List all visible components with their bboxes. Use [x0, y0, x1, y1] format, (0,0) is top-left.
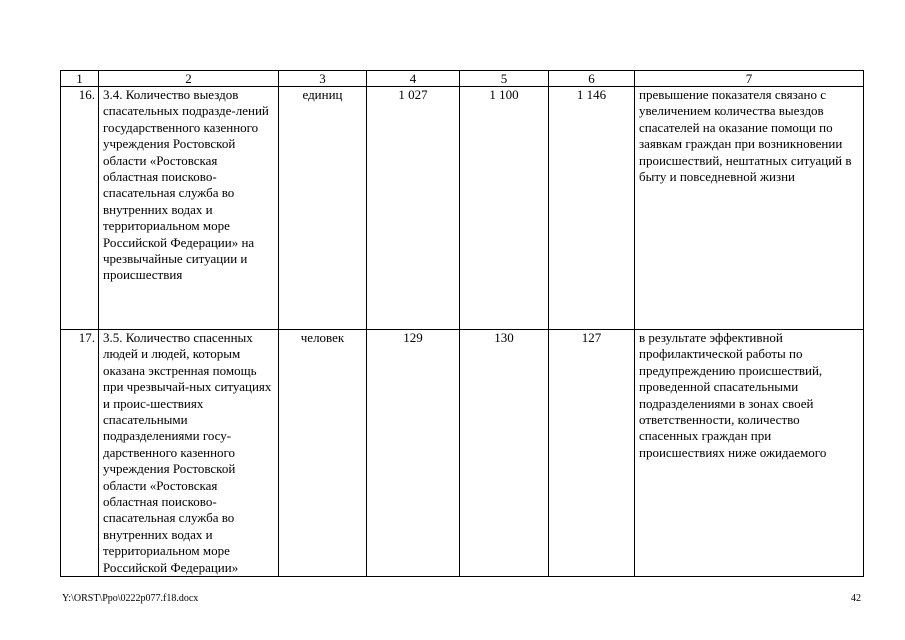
report-table — [60, 70, 864, 577]
column-number-cell: 4 — [367, 71, 460, 87]
indicator-name: 3.4. Количество выездов спасательных подразде-лений государственного казенного учреждения Ростовской области «Ростовская областная поисково-спасательная служба во внутренних водах и территориальном море Российской Федерации» на чрезвычайные ситуации и происшествия — [99, 87, 279, 330]
page-number: 42 — [851, 593, 861, 604]
column-number-cell: 6 — [549, 71, 635, 87]
column-number-cell: 3 — [279, 71, 367, 87]
table-row — [61, 87, 864, 330]
value-col4: 129 — [367, 330, 460, 577]
column-number-cell: 5 — [460, 71, 549, 87]
row-number: 16. — [61, 87, 99, 330]
value-col6: 1 146 — [549, 87, 635, 330]
footer-file-path: Y:\ORST\Ppo\0222p077.f18.docx — [62, 593, 199, 604]
column-number-cell: 2 — [99, 71, 279, 87]
value-col4: 1 027 — [367, 87, 460, 330]
unit-cell: человек — [279, 330, 367, 577]
explanation-note: превышение показателя связано с увеличением количества выездов спасателей на оказание помощи по заявкам граждан при возникновении происшествий, нештатных ситуаций в быту и повседневной жизни — [635, 87, 864, 330]
column-number-cell: 7 — [635, 71, 864, 87]
value-col5: 1 100 — [460, 87, 549, 330]
explanation-note: в результате эффективной профилактической работы по предупреждению происшествий, проведенной спасательными подразделениями в зонах своей ответственности, количество спасенных граждан при происшествиях ниже ожидаемого — [635, 330, 864, 577]
indicator-name: 3.5. Количество спасенных людей и людей, которым оказана экстренная помощь при чрезвычай-ных ситуациях и проис-шествиях спасательными подразделениями госу-дарственного казенного учреждения Ростовской области «Ростовская областная поисково-спасательная служба во внутренних водах и территориальном море Российской Федерации» — [99, 330, 279, 577]
column-number-cell: 1 — [61, 71, 99, 87]
column-number-row — [61, 71, 864, 87]
value-col6: 127 — [549, 330, 635, 577]
unit-cell: единиц — [279, 87, 367, 330]
value-col5: 130 — [460, 330, 549, 577]
row-number: 17. — [61, 330, 99, 577]
table-row — [61, 330, 864, 577]
